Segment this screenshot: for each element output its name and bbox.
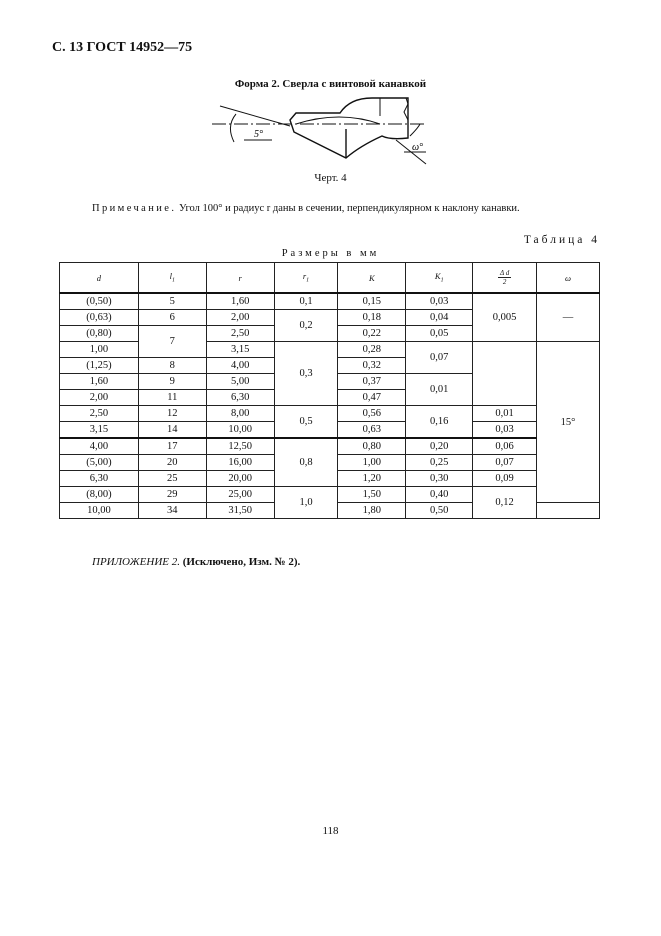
cell-r: 31,50	[206, 503, 274, 519]
table-row	[60, 293, 600, 310]
header-omega: ω	[537, 263, 600, 294]
cell-omega: 15°	[537, 342, 600, 503]
cell-K: 0,18	[338, 310, 406, 326]
cell-K: 0,22	[338, 326, 406, 342]
cell-l1: 14	[138, 422, 206, 439]
note-prefix: Примечание.	[92, 203, 177, 214]
table-row	[60, 487, 600, 503]
cell-K: 0,32	[338, 358, 406, 374]
header-K: K	[338, 263, 406, 294]
cell-r: 2,50	[206, 326, 274, 342]
cell-K1: 0,07	[406, 342, 473, 374]
cell-r: 5,00	[206, 374, 274, 390]
cell-d: 6,30	[60, 471, 139, 487]
cell-r1: 0,8	[274, 438, 338, 487]
angle-arc-right	[410, 124, 420, 136]
note-text: Угол 100° и радиус r даны в сечении, перпендикулярном к наклону канавки.	[176, 203, 520, 214]
cell-K1: 0,16	[406, 406, 473, 439]
cell-K: 0,47	[338, 390, 406, 406]
header-d: d	[60, 263, 139, 294]
cell-l1: 5	[138, 293, 206, 310]
cell-K1: 0,40	[406, 487, 473, 503]
cell-d: 10,00	[60, 503, 139, 519]
cell-delta: 0,12	[473, 487, 537, 519]
cell-K1: 0,03	[406, 293, 473, 310]
cell-l1: 12	[138, 406, 206, 422]
cell-K1: 0,25	[406, 455, 473, 471]
cell-delta: 0,01	[473, 406, 537, 422]
cell-K: 0,28	[338, 342, 406, 358]
cell-r: 25,00	[206, 487, 274, 503]
cell-d: (1,25)	[60, 358, 139, 374]
cell-d: (0,80)	[60, 326, 139, 342]
cell-l1: 34	[138, 503, 206, 519]
cell-K: 1,20	[338, 471, 406, 487]
cell-delta: 0,03	[473, 422, 537, 439]
cell-r: 4,00	[206, 358, 274, 374]
angle-line	[220, 106, 290, 126]
cell-r: 10,00	[206, 422, 274, 439]
cell-K: 0,80	[338, 438, 406, 455]
cell-K1: 0,20	[406, 438, 473, 455]
table-row	[60, 438, 600, 455]
cell-K: 0,63	[338, 422, 406, 439]
cell-d: 1,60	[60, 374, 139, 390]
cell-r: 3,15	[206, 342, 274, 358]
cell-r: 16,00	[206, 455, 274, 471]
cell-l1: 29	[138, 487, 206, 503]
cell-r1: 1,0	[274, 487, 338, 519]
cell-d: 4,00	[60, 438, 139, 455]
cell-K: 0,15	[338, 293, 406, 310]
cell-l1: 8	[138, 358, 206, 374]
cell-delta: 0,07	[473, 455, 537, 471]
appendix-note	[92, 556, 300, 568]
angle-5-label: 5°	[254, 129, 263, 140]
cell-r1: 0,3	[274, 342, 338, 406]
cell-l1: 25	[138, 471, 206, 487]
cell-r: 20,00	[206, 471, 274, 487]
drill-profile	[290, 98, 408, 158]
cell-d: (0,50)	[60, 293, 139, 310]
angle-arc-left	[230, 114, 236, 142]
dimensions-table	[59, 262, 600, 519]
cell-K1: 0,05	[406, 326, 473, 342]
cell-K1: 0,01	[406, 374, 473, 406]
cell-r: 12,50	[206, 438, 274, 455]
cell-l1: 9	[138, 374, 206, 390]
note	[92, 203, 520, 214]
cell-K1: 0,30	[406, 471, 473, 487]
header-r: r	[206, 263, 274, 294]
table-label: Таблица 4	[523, 234, 600, 246]
figure-caption: Черт. 4	[314, 172, 347, 184]
cell-omega: —	[537, 293, 600, 342]
cell-d: 2,50	[60, 406, 139, 422]
cell-r: 2,00	[206, 310, 274, 326]
appendix-status: (Исключено, Изм. № 2).	[179, 556, 301, 568]
cell-l1: 7	[138, 326, 206, 358]
cell-K: 1,80	[338, 503, 406, 519]
cell-d: 3,15	[60, 422, 139, 439]
cell-d: 2,00	[60, 390, 139, 406]
cell-r: 1,60	[206, 293, 274, 310]
header-K1: $K_1$	[406, 263, 473, 294]
cell-r1: 0,5	[274, 406, 338, 439]
cell-K: 1,00	[338, 455, 406, 471]
drill-drawing	[200, 96, 440, 170]
cell-d: (8,00)	[60, 487, 139, 503]
header-l1: $l_1$	[138, 263, 206, 294]
cell-K1: 0,50	[406, 503, 473, 519]
cell-r1: 0,1	[274, 293, 338, 310]
cell-r: 6,30	[206, 390, 274, 406]
cell-l1: 17	[138, 438, 206, 455]
table-header-row	[60, 263, 600, 294]
cell-l1: 6	[138, 310, 206, 326]
cell-d: (0,63)	[60, 310, 139, 326]
dimensions-label: Размеры в мм	[281, 248, 380, 259]
appendix-title: ПРИЛОЖЕНИЕ 2.	[92, 556, 180, 568]
cell-delta: 0,005	[473, 293, 537, 342]
cell-K: 0,56	[338, 406, 406, 422]
cell-d: 1,00	[60, 342, 139, 358]
cell-l1: 20	[138, 455, 206, 471]
cell-omega-blank	[537, 503, 600, 519]
omega-angle-label: ω°	[412, 142, 424, 153]
cell-delta-blank	[473, 342, 537, 406]
page-header: С. 13 ГОСТ 14952—75	[52, 40, 193, 55]
page-number: 118	[322, 825, 339, 837]
lip-curve	[296, 117, 380, 124]
cell-r: 8,00	[206, 406, 274, 422]
cell-l1: 11	[138, 390, 206, 406]
cell-K: 0,37	[338, 374, 406, 390]
form-title: Форма 2. Сверла с винтовой канавкой	[234, 78, 427, 90]
header-delta: $\frac{\text{Δ d}}{2}$	[473, 263, 537, 294]
cell-delta: 0,06	[473, 438, 537, 455]
cell-delta: 0,09	[473, 471, 537, 487]
cell-K1: 0,04	[406, 310, 473, 326]
cell-d: (5,00)	[60, 455, 139, 471]
cell-K: 1,50	[338, 487, 406, 503]
table-row	[60, 406, 600, 422]
cell-r1: 0,2	[274, 310, 338, 342]
header-r1: $r_1$	[274, 263, 338, 294]
